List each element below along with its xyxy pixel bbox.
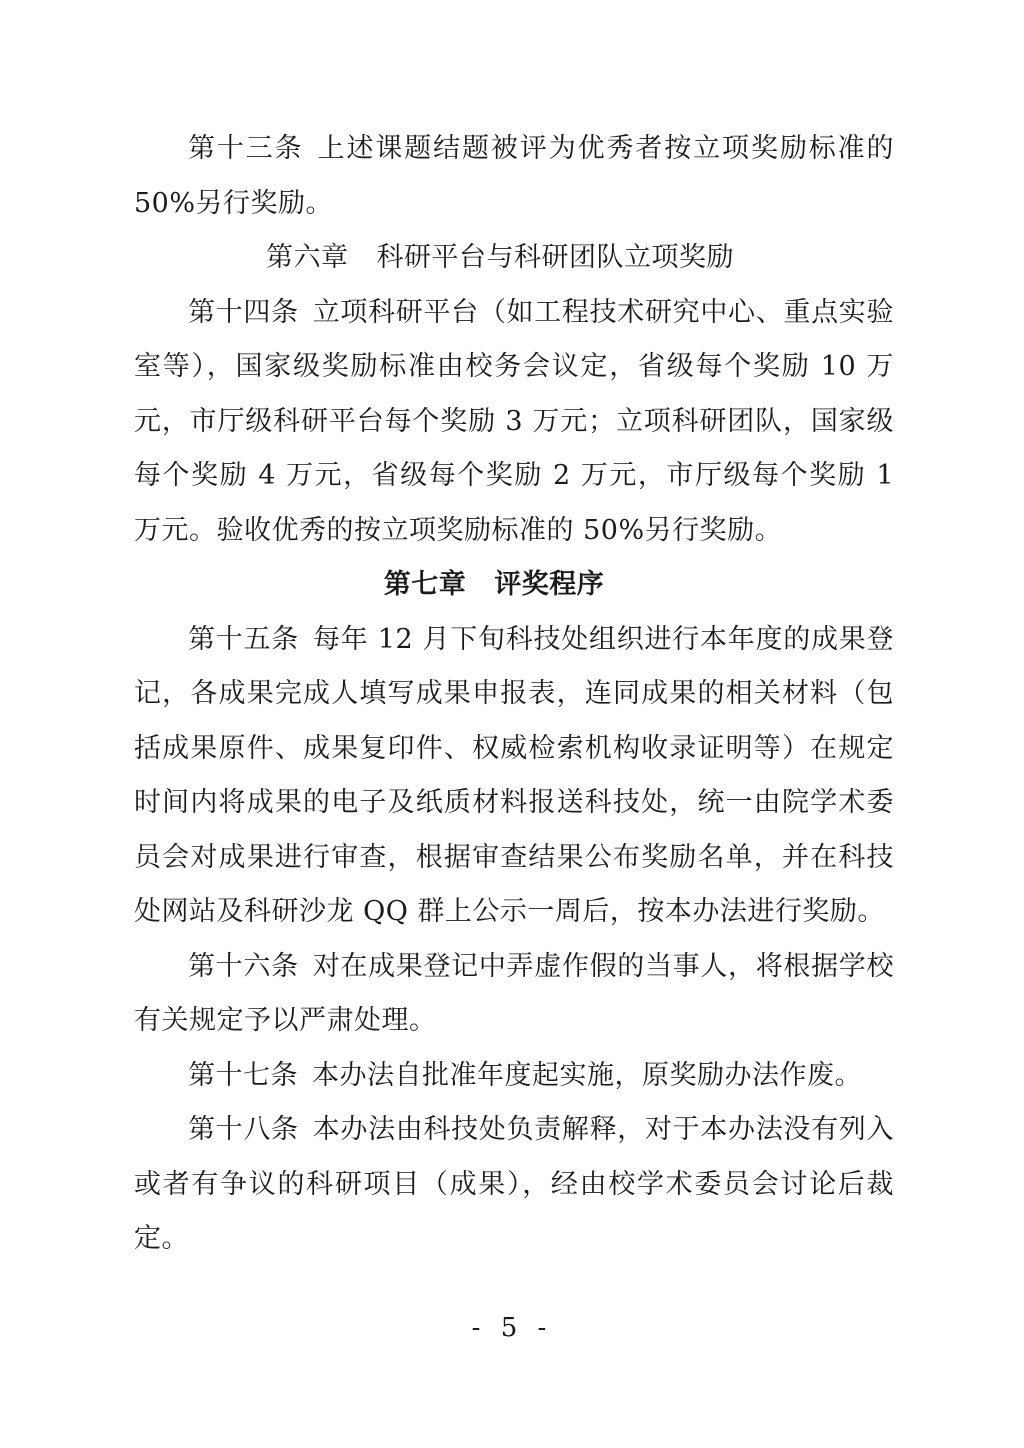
article-18-text: 本办法由科技处负责解释，对于本办法没有列入或者有争议的科研项目（成果），经由校学术委员会讨论后裁定。 xyxy=(134,1114,894,1254)
article-17 xyxy=(134,1049,894,1104)
article-16-text: 对在成果登记中弄虚作假的当事人，将根据学校有关规定予以严肃处理。 xyxy=(134,950,894,1036)
article-13 xyxy=(134,122,894,231)
chapter-6-title: 科研平台与科研团队立项奖励 xyxy=(376,242,734,273)
chapter-6-heading xyxy=(134,231,894,286)
article-15-label: 第十五条 xyxy=(188,623,299,655)
article-18 xyxy=(134,1103,894,1267)
article-16 xyxy=(134,940,894,1049)
article-17-label: 第十七条 xyxy=(188,1059,298,1091)
article-18-label: 第十八条 xyxy=(188,1114,299,1145)
article-14 xyxy=(134,286,894,559)
chapter-6-number: 第六章 xyxy=(266,242,349,273)
article-14-label: 第十四条 xyxy=(188,296,299,328)
article-13-text: 上述课题结题被评为优秀者按立项奖励标准的50%另行奖励。 xyxy=(134,133,895,219)
chapter-7-heading xyxy=(134,558,894,613)
article-15 xyxy=(134,613,894,940)
chapter-7-title: 评奖程序 xyxy=(494,569,605,600)
article-16-label: 第十六条 xyxy=(188,950,299,982)
chapter-7-number: 第七章 xyxy=(383,569,467,600)
article-13-label: 第十三条 xyxy=(188,133,304,164)
article-14-text: 立项科研平台（如工程技术研究中心、重点实验室等），国家级奖励标准由校务会议定，省级每个奖励 10 万元，市厅级科研平台每个奖励 3 万元；立项科研团队，国家级每个奖励 4 万元，省级每个奖励 2 万元，市厅级每个奖励 1 万元。验收优秀的按立项奖励标准的 50%另行奖励。 xyxy=(134,296,894,546)
page-number: - 5 - xyxy=(471,1313,553,1343)
document-body xyxy=(134,122,894,1267)
article-17-text: 本办法自批准年度起实施，原奖励办法作废。 xyxy=(312,1059,862,1091)
article-15-text: 每年 12 月下旬科技处组织进行本年度的成果登记，各成果完成人填写成果申报表，连同成果的相关材料（包括成果原件、成果复印件、权威检索机构收录证明等）在规定时间内将成果的电子及纸质材料报送科技处，统一由院学术委员会对成果进行审查，根据审查结果公布奖励名单，并在科技处网站及科研沙龙 QQ 群上公示一周后，按本办法进行奖励。 xyxy=(134,623,894,927)
